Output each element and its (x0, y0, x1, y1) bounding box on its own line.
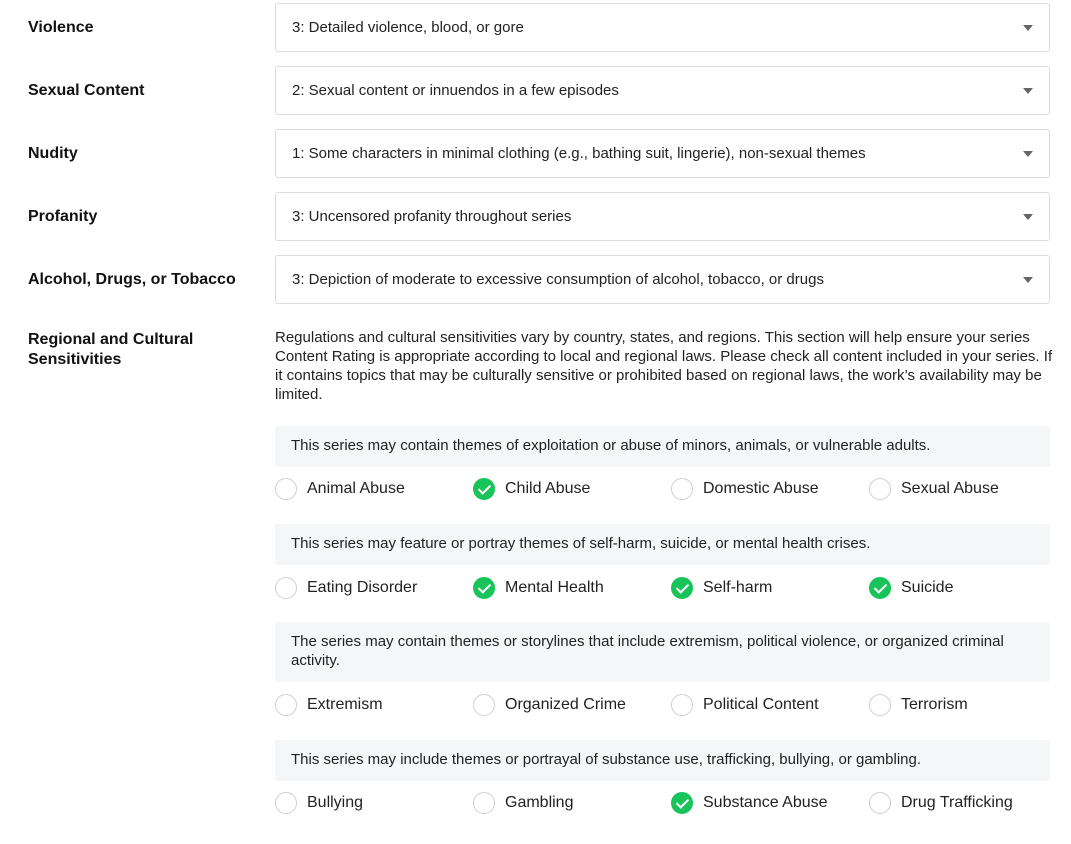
checkbox-domestic-abuse[interactable] (671, 478, 819, 500)
checkbox-child-abuse[interactable] (473, 478, 590, 500)
check-icon (473, 577, 495, 599)
check-icon (473, 478, 495, 500)
alcohol-select[interactable] (275, 255, 1050, 304)
option-label: Gambling (505, 794, 574, 811)
group-description: This series may include themes or portrayal of substance use, trafficking, bullying, or gambling. (275, 740, 1050, 781)
checkbox-substance-abuse[interactable] (671, 792, 828, 814)
option-label: Political Content (703, 696, 819, 713)
check-icon (473, 694, 495, 716)
chevron-down-icon (1023, 25, 1033, 31)
profanity-label: Profanity (28, 208, 98, 225)
alcohol-label: Alcohol, Drugs, or Tobacco (28, 271, 236, 288)
group-description: This series may contain themes of exploitation or abuse of minors, animals, or vulnerable adults. (275, 426, 1050, 467)
checkbox-gambling[interactable] (473, 792, 573, 814)
option-label: Terrorism (901, 696, 968, 713)
check-icon (671, 478, 693, 500)
option-label: Organized Crime (505, 696, 626, 713)
checkbox-organized-crime[interactable] (473, 694, 626, 716)
sexual-content-select-value: 2: Sexual content or innuendos in a few episodes (292, 82, 619, 99)
checkbox-eating-disorder[interactable] (275, 577, 417, 599)
check-icon (869, 478, 891, 500)
check-icon (671, 694, 693, 716)
option-label: Animal Abuse (307, 480, 405, 497)
check-icon (473, 792, 495, 814)
check-icon (671, 577, 693, 599)
checkbox-animal-abuse[interactable] (275, 478, 405, 500)
checkbox-extremism[interactable] (275, 694, 383, 716)
checkbox-suicide[interactable] (869, 577, 953, 599)
nudity-select-value: 1: Some characters in minimal clothing (e.g., bathing suit, lingerie), non-sexual themes (292, 145, 866, 162)
violence-label: Violence (28, 19, 94, 36)
chevron-down-icon (1023, 88, 1033, 94)
violence-select-value: 3: Detailed violence, blood, or gore (292, 19, 524, 36)
check-icon (671, 792, 693, 814)
chevron-down-icon (1023, 214, 1033, 220)
chevron-down-icon (1023, 277, 1033, 283)
option-label: Suicide (901, 579, 954, 596)
option-label: Domestic Abuse (703, 480, 819, 497)
violence-select[interactable] (275, 3, 1050, 52)
sexual-content-select[interactable] (275, 66, 1050, 115)
checkbox-drug-trafficking[interactable] (869, 792, 1013, 814)
sexual-content-label: Sexual Content (28, 82, 145, 99)
checkbox-political-content[interactable] (671, 694, 819, 716)
option-label: Drug Trafficking (901, 794, 1013, 811)
option-label: Child Abuse (505, 480, 591, 497)
option-label: Extremism (307, 696, 383, 713)
option-label: Mental Health (505, 579, 604, 596)
option-label: Sexual Abuse (901, 480, 999, 497)
checkbox-mental-health[interactable] (473, 577, 604, 599)
checkbox-bullying[interactable] (275, 792, 363, 814)
check-icon (869, 792, 891, 814)
group-description: This series may feature or portray themes of self-harm, suicide, or mental health crises. (275, 524, 1050, 565)
check-icon (275, 694, 297, 716)
group-description: The series may contain themes or storylines that include extremism, political violence, or organized criminal activity. (275, 622, 1050, 682)
check-icon (275, 792, 297, 814)
option-label: Substance Abuse (703, 794, 828, 811)
regional-label: Regional and Cultural Sensitivities (28, 331, 194, 368)
checkbox-sexual-abuse[interactable] (869, 478, 999, 500)
profanity-select-value: 3: Uncensored profanity throughout series (292, 208, 572, 225)
alcohol-select-value: 3: Depiction of moderate to excessive consumption of alcohol, tobacco, or drugs (292, 271, 824, 288)
profanity-select[interactable] (275, 192, 1050, 241)
chevron-down-icon (1023, 151, 1033, 157)
nudity-label: Nudity (28, 145, 78, 162)
checkbox-terrorism[interactable] (869, 694, 968, 716)
regional-intro: Regulations and cultural sensitivities vary by country, states, and regions. This section will help ensure your series Content Rating is appropriate according to local and regional laws. Please check all content included in your series. If it contains topics that may be culturally sensitive or prohibited based on regional laws, the work’s availability may be limited. (275, 329, 1053, 403)
check-icon (869, 577, 891, 599)
option-label: Self-harm (703, 579, 773, 596)
check-icon (869, 694, 891, 716)
check-icon (275, 577, 297, 599)
check-icon (275, 478, 297, 500)
option-label: Bullying (307, 794, 364, 811)
option-label: Eating Disorder (307, 579, 418, 596)
checkbox-self-harm[interactable] (671, 577, 772, 599)
nudity-select[interactable] (275, 129, 1050, 178)
